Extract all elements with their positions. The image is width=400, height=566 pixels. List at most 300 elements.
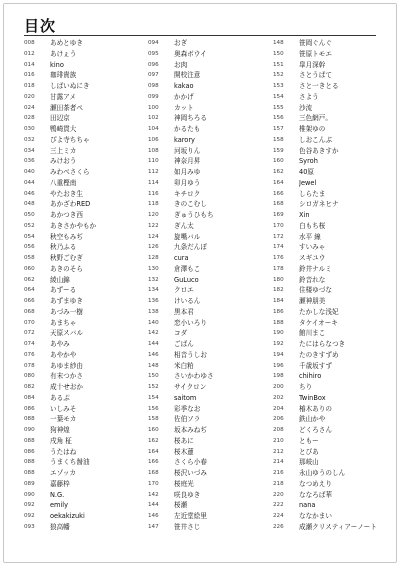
- toc-entry: [273, 253, 391, 264]
- artist-name: かかげ: [174, 92, 194, 101]
- page-number: 108: [148, 147, 159, 154]
- toc-entry: [148, 490, 266, 501]
- page-number: 094: [148, 40, 159, 46]
- artist-name: エゾッカ: [50, 469, 76, 477]
- artist-name: ななろば華: [299, 490, 332, 499]
- page-number: 164: [148, 448, 159, 455]
- page-number: 088: [24, 459, 35, 466]
- toc-entry: [273, 468, 391, 479]
- page-number: 088: [24, 470, 35, 476]
- page-number: 086: [24, 448, 35, 455]
- page-number: 114: [148, 179, 159, 186]
- artist-name: 千歳坂すず: [299, 361, 333, 370]
- artist-name: GuLuco: [174, 275, 199, 284]
- page-number: 158: [148, 416, 159, 423]
- artist-name: 桜沢いづみ: [174, 469, 207, 477]
- page-number: 190: [273, 330, 284, 337]
- artist-name: 嘉藤枠: [50, 479, 70, 488]
- page-number: 148: [273, 40, 284, 46]
- artist-name: シロガネヒナ: [299, 200, 339, 209]
- page-number: 154: [148, 394, 159, 401]
- artist-name: あずまゆき: [50, 297, 83, 305]
- artist-name: あゆま紗由: [50, 361, 83, 370]
- page-number: 074: [24, 341, 35, 347]
- toc-entry: [273, 425, 391, 436]
- toc-entry: [273, 103, 391, 114]
- page-number: 080: [24, 373, 35, 380]
- page-number: 093: [24, 523, 35, 530]
- toc-entry: [273, 92, 391, 103]
- artist-name: 那岐山: [299, 458, 319, 467]
- artist-name: あづみ一樹: [50, 307, 83, 316]
- page-number: 216: [273, 470, 284, 476]
- page-number: 138: [148, 308, 159, 315]
- page-number: 122: [148, 222, 159, 229]
- page-number: 152: [273, 72, 284, 79]
- page-number: 124: [148, 233, 159, 240]
- artist-name: ななかまい: [299, 512, 332, 520]
- page-number: 102: [148, 115, 159, 122]
- toc-entry: [273, 156, 391, 167]
- artist-name: 瀬神朋美: [299, 297, 326, 305]
- page-number: 136: [148, 298, 159, 304]
- artist-name: 狗神煌: [50, 426, 70, 434]
- artist-name: あきさかやもか: [50, 221, 97, 230]
- page-number: 078: [24, 362, 35, 369]
- artist-name: 秋乃ふる: [50, 243, 77, 252]
- artist-name: 色谷あきすか: [299, 146, 339, 155]
- artist-name: 旋嘴バル: [174, 232, 201, 241]
- artist-name: 恋小いろり: [174, 318, 207, 327]
- artist-name: 天原スバル: [50, 329, 83, 338]
- artist-name: saitom: [174, 393, 197, 402]
- artist-name: 瀬田茶者ぺ: [50, 103, 83, 112]
- artist-name: キチロク: [174, 189, 201, 198]
- artist-name: 開校注意: [174, 71, 201, 80]
- artist-name: あやみ: [50, 340, 70, 348]
- artist-name: cura: [174, 254, 189, 262]
- page-number: 060: [24, 265, 35, 272]
- page-number: 132: [148, 276, 159, 283]
- artist-name: 40原: [299, 168, 314, 176]
- page-number: 130: [148, 265, 159, 272]
- artist-name: ぴよ寺ちちゃ: [50, 135, 90, 144]
- toc-entry: [24, 296, 142, 307]
- page-number: 162: [148, 437, 159, 444]
- toc-entry: [24, 146, 142, 157]
- page-number: 092: [24, 513, 35, 519]
- page-number: 066: [24, 298, 35, 304]
- toc-entry: [273, 210, 391, 221]
- artist-name: さくら小春: [174, 458, 207, 467]
- page-number: 088: [24, 437, 35, 444]
- toc-entry: [273, 81, 391, 92]
- artist-name: 倉澤もこ: [174, 264, 201, 273]
- page-number: 052: [24, 222, 35, 229]
- toc-entry: [24, 264, 142, 275]
- toc-entry: [273, 199, 391, 210]
- toc-entry: [148, 404, 266, 415]
- artist-name: うたはね: [50, 447, 77, 456]
- toc-entry: [148, 393, 266, 404]
- page-number: 214: [273, 459, 284, 466]
- artist-name: 沙流: [299, 103, 313, 112]
- artist-name: あやかや: [50, 350, 77, 359]
- artist-name: 成瀬クリスティアーノート: [299, 522, 377, 531]
- toc-entry: [148, 307, 266, 318]
- artist-name: しばいぬにき: [50, 82, 90, 90]
- artist-name: 佐伯ソラ: [174, 415, 201, 424]
- page-number: 174: [273, 244, 284, 251]
- page-number: 024: [24, 104, 35, 111]
- toc-entry: [24, 393, 142, 404]
- artist-name: 館川まこ: [299, 329, 326, 338]
- toc-entry: [273, 242, 391, 253]
- toc-entry: [24, 178, 142, 189]
- page-number: 076: [24, 351, 35, 358]
- page-number: 157: [273, 126, 284, 132]
- toc-entry: [148, 436, 266, 447]
- artist-name: カット: [174, 103, 194, 112]
- page-number: 196: [273, 362, 284, 369]
- toc-entry: [273, 436, 391, 447]
- toc-entry: [24, 103, 142, 114]
- page-number: 160: [148, 427, 159, 433]
- page-number: 194: [273, 351, 284, 358]
- page-number: 056: [24, 244, 35, 251]
- artist-name: 卯月ゆう: [174, 178, 201, 187]
- artist-name: 桜木蓮: [174, 447, 194, 456]
- toc-entry: [148, 500, 266, 511]
- page-number: 222: [273, 502, 284, 509]
- toc-entry: [148, 382, 266, 393]
- toc-entry: [148, 232, 266, 243]
- artist-name: タケイオーキ: [299, 318, 338, 327]
- page-number: 158: [273, 136, 284, 143]
- artist-name: Xin: [299, 211, 310, 219]
- toc-entry: [24, 522, 142, 533]
- toc-entry: [24, 242, 142, 253]
- toc-entry: [24, 232, 142, 243]
- artist-name: 椎架ゆの: [299, 125, 326, 133]
- page-number: 018: [24, 83, 35, 89]
- toc-entry: [24, 328, 142, 339]
- artist-name: 住楼ゆづな: [299, 286, 332, 295]
- artist-name: あかつき西: [50, 211, 83, 219]
- artist-name: 秋野ごむぎ: [50, 254, 83, 262]
- page-number: 144: [148, 341, 159, 347]
- page-number: 048: [24, 201, 35, 208]
- page-number: 146: [148, 513, 159, 519]
- artist-name: ぎゅうひもち: [174, 211, 214, 219]
- toc-entry: [24, 500, 142, 511]
- toc-entry: [24, 490, 142, 501]
- page-number: 155: [273, 104, 284, 111]
- page-number: 072: [24, 330, 35, 337]
- toc-entry: [24, 70, 142, 81]
- toc-entry: [24, 425, 142, 436]
- page-number: 169: [273, 212, 284, 218]
- toc-entry: [273, 382, 391, 393]
- page-number: 012: [24, 50, 35, 57]
- artist-name: Jewel: [299, 178, 317, 187]
- toc-entry: [273, 350, 391, 361]
- page-number: 159: [273, 147, 284, 154]
- toc-entry: [24, 350, 142, 361]
- artist-name: スギユウ: [299, 254, 326, 262]
- toc-entry: [273, 264, 391, 275]
- toc-entry: [148, 178, 266, 189]
- page-number: 198: [273, 373, 284, 380]
- page-number: 178: [273, 265, 284, 272]
- page-number: 140: [148, 319, 159, 326]
- toc-entry: [24, 285, 142, 296]
- toc-entry: [148, 339, 266, 350]
- page-number: 134: [148, 287, 159, 294]
- page-number: 160: [273, 158, 284, 165]
- artist-name: 笹原トモエ: [299, 49, 332, 58]
- page-title: 目次: [24, 17, 57, 35]
- toc-entry: [24, 60, 142, 71]
- toc-entry: [273, 232, 391, 243]
- toc-entry: [148, 210, 266, 221]
- toc-entry: [148, 146, 266, 157]
- toc-entry: [148, 285, 266, 296]
- page-number: 086: [24, 405, 35, 412]
- toc-entry: [273, 522, 391, 533]
- page-number: 112: [148, 169, 159, 175]
- toc-entry: [148, 371, 266, 382]
- toc-entry: [24, 447, 142, 458]
- toc-entry: [24, 189, 142, 200]
- page-number: 104: [148, 126, 159, 132]
- artist-name: 永山ゆうのしん: [299, 469, 346, 477]
- page-number: 116: [148, 190, 159, 197]
- toc-entry: [24, 318, 142, 329]
- toc-entry: [148, 425, 266, 436]
- page-number: 014: [24, 61, 35, 68]
- artist-name: みわべさくら: [50, 168, 90, 176]
- page-number: 153: [273, 83, 284, 89]
- page-number: 044: [24, 179, 35, 186]
- page-number: 148: [148, 362, 159, 369]
- page-number: 098: [148, 83, 159, 89]
- artist-name: クロエ: [174, 286, 194, 295]
- page-number: 166: [148, 459, 159, 466]
- artist-name: 白もち桜: [299, 221, 326, 230]
- toc-entry: [148, 242, 266, 253]
- artist-name: Syroh: [299, 157, 318, 166]
- page-number: 054: [24, 233, 35, 240]
- toc-entry: [148, 189, 266, 200]
- page-number: 090: [24, 427, 35, 433]
- artist-name: 珈琲貴族: [50, 71, 77, 80]
- page-number: 170: [273, 222, 284, 229]
- toc-entry: [273, 457, 391, 468]
- artist-name: とびあ: [299, 447, 319, 456]
- toc-entry: [273, 146, 391, 157]
- toc-entry: [148, 92, 266, 103]
- toc-entry: [273, 275, 391, 286]
- artist-name: あけぇう: [50, 49, 77, 58]
- toc-column-3: [273, 38, 391, 533]
- toc-entry: [148, 167, 266, 178]
- toc-entry: [148, 264, 266, 275]
- artist-name: 桜瀬: [174, 501, 188, 510]
- toc-entry: [273, 490, 391, 501]
- page-number: 186: [273, 308, 284, 315]
- artist-name: 笹井さじ: [174, 522, 201, 531]
- toc-entry: [273, 113, 391, 124]
- page-number: 162: [273, 169, 284, 175]
- page-number: 032: [24, 136, 35, 143]
- toc-entry: [273, 189, 391, 200]
- artist-name: しらたま: [299, 189, 326, 198]
- toc-entry: [273, 124, 391, 135]
- page-number: 128: [148, 255, 159, 261]
- artist-name: すいみゃ: [299, 243, 326, 252]
- artist-name: 奥森ボウイ: [174, 49, 207, 58]
- toc-entry: [24, 339, 142, 350]
- artist-name: 米白粕: [174, 361, 194, 370]
- page-number: 204: [273, 405, 284, 412]
- artist-name: 桜あに: [174, 436, 194, 445]
- page-number: 036: [24, 158, 35, 165]
- page-number: 151: [273, 61, 284, 68]
- artist-name: 成十せおか: [50, 383, 83, 391]
- artist-name: あまちゃ: [50, 318, 77, 327]
- page-number: 097: [148, 72, 159, 79]
- toc-entry: [273, 361, 391, 372]
- toc-entry: [273, 447, 391, 458]
- toc-entry: [273, 49, 391, 60]
- artist-name: やたおき生: [50, 189, 83, 198]
- page-number: 202: [273, 394, 284, 401]
- artist-name: 笹岡ぐんぐ: [299, 39, 332, 47]
- page-number: 142: [148, 491, 159, 498]
- artist-name: 狼高幡: [50, 522, 70, 531]
- toc-entry: [24, 167, 142, 178]
- toc-entry: [273, 500, 391, 511]
- toc-entry: [24, 404, 142, 415]
- toc-entry: [148, 113, 266, 124]
- page-number: 192: [273, 341, 284, 347]
- toc-entry: [24, 210, 142, 221]
- artist-name: 神奈月昇: [174, 157, 201, 166]
- toc-entry: [148, 318, 266, 329]
- artist-name: 三色網戸。: [299, 114, 332, 123]
- page-number: 206: [273, 416, 284, 423]
- toc-entry: [148, 447, 266, 458]
- toc-entry: [24, 457, 142, 468]
- page-number: 120: [148, 212, 159, 218]
- page-number: 168: [148, 470, 159, 476]
- page-number: 070: [24, 319, 35, 326]
- artist-name: ちり: [299, 383, 313, 391]
- artist-name: たにはらなつき: [299, 340, 346, 348]
- toc-entry: [273, 479, 391, 490]
- page-number: 050: [24, 212, 35, 218]
- artist-name: TwinBox: [299, 393, 326, 402]
- artist-name: 綾山錦: [50, 275, 70, 284]
- artist-name: 鈴音れな: [299, 275, 326, 284]
- toc-entry: [148, 457, 266, 468]
- artist-name: サイクロン: [174, 383, 207, 391]
- page-number: 089: [24, 480, 35, 487]
- page-number: 090: [24, 491, 35, 498]
- toc-entry: [148, 156, 266, 167]
- toc-entry: [24, 124, 142, 135]
- page-number: 058: [24, 255, 35, 261]
- page-number: 172: [273, 233, 284, 240]
- toc-entry: [148, 49, 266, 60]
- artist-name: たかしな浅妃: [299, 307, 339, 316]
- toc-column-2: [148, 38, 266, 533]
- artist-name: コダ: [174, 329, 188, 338]
- toc-entry: [273, 60, 391, 71]
- page-number: 118: [148, 201, 159, 208]
- toc-entry: [273, 221, 391, 232]
- page-number: 144: [148, 502, 159, 509]
- toc-entry: [273, 511, 391, 522]
- toc-entry: [273, 318, 391, 329]
- toc-entry: [273, 178, 391, 189]
- toc-entry: [24, 92, 142, 103]
- page-number: 110: [148, 158, 159, 165]
- toc-entry: [24, 436, 142, 447]
- artist-name: きのこむし: [174, 200, 207, 209]
- artist-name: さよう: [299, 92, 319, 101]
- artist-name: oekakizuki: [50, 512, 85, 520]
- page-number: 156: [148, 405, 159, 412]
- page-number: 092: [24, 502, 35, 509]
- artist-name: kakao: [174, 82, 194, 90]
- toc-entry: [24, 221, 142, 232]
- page-number: 154: [273, 93, 284, 100]
- page-number: 147: [148, 523, 159, 530]
- page-number: 068: [24, 308, 35, 315]
- page-number: 150: [148, 373, 159, 380]
- toc-column-1: [24, 38, 142, 533]
- artist-name: karory: [174, 135, 195, 144]
- toc-entry: [24, 307, 142, 318]
- toc-entry: [273, 135, 391, 146]
- artist-name: 一葉モカ: [50, 415, 77, 424]
- page-number: 016: [24, 72, 35, 79]
- page-number: 046: [24, 190, 35, 197]
- artist-name: なつめえり: [299, 479, 332, 488]
- artist-name: あずーる: [50, 286, 77, 295]
- page-number: 180: [273, 276, 284, 283]
- page-number: 208: [273, 427, 284, 433]
- artist-name: 黒本君: [174, 307, 194, 316]
- toc-entry: [273, 70, 391, 81]
- page-number: 152: [148, 384, 159, 390]
- artist-name: 咲良ゆき: [174, 490, 201, 499]
- toc-entry: [24, 371, 142, 382]
- artist-name: おぎ: [174, 39, 188, 47]
- toc-entry: [148, 38, 266, 49]
- artist-name: 坂本みねぢ: [174, 426, 207, 434]
- artist-name: 秋空もみぢ: [50, 232, 83, 241]
- page-number: 082: [24, 384, 35, 390]
- artist-name: 椿木ありの: [299, 404, 332, 413]
- page-number: 176: [273, 255, 284, 261]
- artist-name: 田辺京: [50, 114, 70, 123]
- page-number: 224: [273, 513, 284, 519]
- toc-entry: [24, 38, 142, 49]
- page-number: 100: [148, 104, 159, 111]
